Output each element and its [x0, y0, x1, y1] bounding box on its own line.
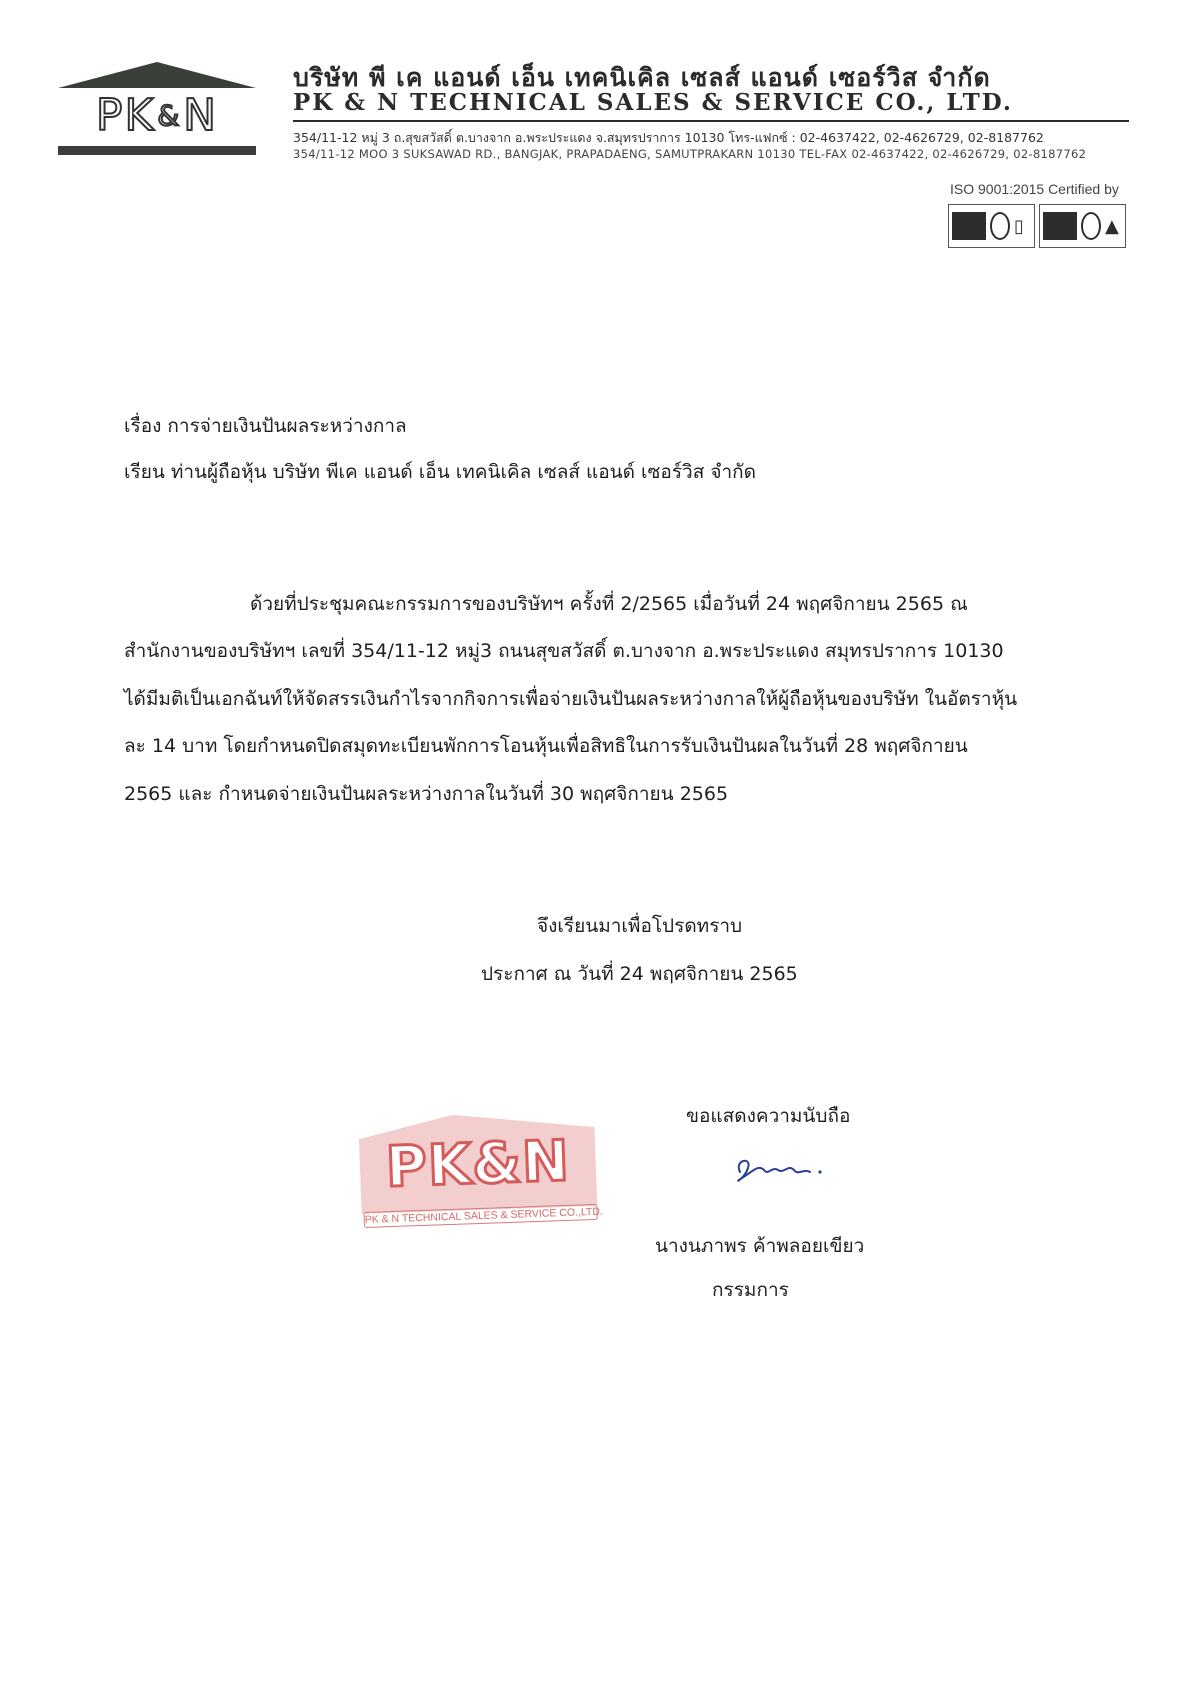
- signer-name: นางนภาพร ค้าพลอยเขียว: [655, 1235, 865, 1257]
- logo-text-left: PK: [95, 90, 156, 141]
- body-line: ได้มีมติเป็นเอกฉันท์ให้จัดสรรเงินกำไรจากกิจการเพื่อจ่ายเงินปันผลระหว่างกาลให้ผู้ถือหุ้นของบริษัท ในอัตราหุ้น: [124, 688, 1018, 710]
- accreditation-seal-icon: [1081, 212, 1101, 240]
- cert-mark-icon: ▯: [1014, 215, 1024, 237]
- company-logo: [60, 92, 254, 140]
- body-line: 2565 และ กำหนดจ่ายเงินปันผลระหว่างกาลในวันที่ 30 พฤศจิกายน 2565: [124, 783, 729, 805]
- cert-logo-block: [952, 212, 986, 240]
- stamp-main-text: PK&N: [384, 1128, 571, 1201]
- regards-line: ขอแสดงความนับถือ: [686, 1105, 851, 1127]
- company-name-thai: บริษัท พี เค แอนด์ เอ็น เทคนิเคิล เซลส์ แอนด์ เซอร์วิส จำกัด: [293, 63, 991, 92]
- accreditation-logo-block: [1043, 212, 1077, 240]
- address-thai: 354/11-12 หมู่ 3 ถ.สุขสวัสดิ์ ต.บางจาก อ.พระประแดง จ.สมุทรปราการ 10130 โทร-แฟกซ์ : 02-4637422, 02-4626729, 02-8187762: [293, 130, 1044, 145]
- body-line: ด้วยที่ประชุมคณะกรรมการของบริษัทฯ ครั้งที่ 2/2565 เมื่อวันที่ 24 พฤศจิกายน 2565 ณ: [250, 593, 968, 615]
- accreditation-badge-icon: [1039, 204, 1126, 248]
- logo-ampersand: &: [157, 99, 182, 132]
- company-name-english: PK & N TECHNICAL SALES & SERVICE CO., LTD.: [293, 89, 1013, 116]
- address-english: 354/11-12 MOO 3 SUKSAWAD RD., BANGJAK, PRAPADAENG, SAMUTPRAKARN 10130 TEL-FAX 02-4637422, 02-4626729, 02-8187762: [293, 147, 1087, 161]
- closing-notice: จึงเรียนมาเพื่อโปรดทราบ: [537, 915, 743, 937]
- logo-base-bar: [58, 146, 256, 155]
- letter-recipient: เรียน ท่านผู้ถือหุ้น บริษัท พีเค แอนด์ เอ็น เทคนิเคิล เซลส์ แอนด์ เซอร์วิส จำกัด: [124, 461, 756, 483]
- announcement-date: ประกาศ ณ วันที่ 24 พฤศจิกายน 2565: [481, 963, 798, 985]
- body-line: ละ 14 บาท โดยกำหนดปิดสมุดทะเบียนพักการโอนหุ้นเพื่อสิทธิในการรับเงินปันผลในวันที่ 28 พฤศจิกายน: [124, 735, 968, 757]
- logo-roof-shape: [58, 62, 256, 88]
- letter-subject: เรื่อง การจ่ายเงินปันผลระหว่างกาล: [124, 415, 407, 437]
- signer-title: กรรมการ: [712, 1279, 789, 1301]
- accreditation-mark-icon: ▲: [1105, 215, 1119, 237]
- stamp-sub-text: PK & N TECHNICAL SALES & SERVICE CO.,LTD.: [363, 1204, 597, 1228]
- company-stamp: [358, 1110, 604, 1228]
- cert-seal-icon: [990, 212, 1010, 240]
- body-line: สำนักงานของบริษัทฯ เลขที่ 354/11-12 หมู่3 ถนนสุขสวัสดิ์ ต.บางจาก อ.พระประแดง สมุทรปราการ 10130: [124, 640, 1004, 662]
- header-divider: [293, 120, 1129, 122]
- certification-badge-icon: [948, 204, 1035, 248]
- logo-text-right: N: [183, 90, 219, 141]
- iso-certification-label: ISO 9001:2015 Certified by: [950, 181, 1119, 197]
- handwritten-signature: [730, 1150, 840, 1190]
